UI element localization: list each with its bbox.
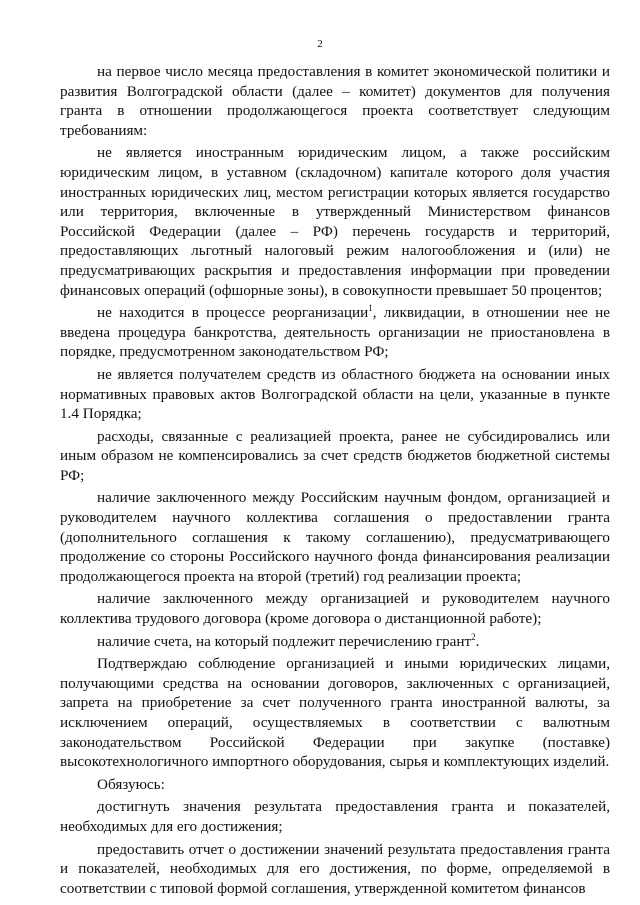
paragraph-not-foreign-entity: не является иностранным юридическим лицом, а также российским юридическим лицом, в уставном (складочном) капитале которого доля участия иностранных юридических лиц, местом регистрации которых является государство или территория, включенные в утвержденный Министерством финансов Российской Федерации (далее – РФ) перечень государств и территорий, предоставляющих льготный налоговый режим налогообложения и (или) не предусматривающих раскрытия и предоставления информации при проведении финансовых операций (офшорные зоны), в совокупности превышает 50 процентов; xyxy=(60,144,610,299)
footnote-marker: 2 xyxy=(471,631,476,642)
paragraph-report: предоставить отчет о достижении значений результата предоставления гранта и показателей, необходимых для его достижения, по форме, определяемой в соответствии с типовой формой соглашения, утвержденной комитетом финансов xyxy=(60,840,610,897)
paragraph-text: не находится в процессе реорганизации xyxy=(97,304,369,322)
paragraph-rnf-agreement: наличие заключенного между Российским научным фондом, организацией и руководителем научного коллектива соглашения о предоставлении гранта (дополнительного соглашения к такому соглашению), предусматривающего продолжение со стороны Российского научного фонда финансирования реализации продолжающегося проекта на второй (третий) год реализации проекта; xyxy=(60,489,610,585)
paragraph-text: , ликвидации, в отношении нее не введена процедура банкротства, деятельность организации не приостановлена в порядке, предусмотренном законодательством РФ; xyxy=(60,304,610,361)
paragraph-confirmation: Подтверждаю соблюдение организацией и иными юридических лицами, получающими средства на основании договоров, заключенных с организацией, запрета на приобретение за счет полученного гранта иностранной валюты, за исключением операций, осуществляемых в соответствии с валютным законодательством Российской Федерации при закупке (поставке) высокотехнологичного импортного оборудования, сырья и комплектующих изделий. xyxy=(60,655,610,771)
paragraph-not-reorganizing xyxy=(60,303,610,362)
paragraph-not-recipient: не является получателем средств из областного бюджета на основании иных нормативных правовых актов Волгоградской области на цели, указанные в пункте 1.4 Порядка; xyxy=(60,365,610,423)
document-body xyxy=(60,62,610,901)
paragraph-text: . xyxy=(475,632,480,650)
paragraph-achieve-results: достигнуть значения результата предоставления гранта и показателей, необходимых для его достижения; xyxy=(60,798,610,835)
paragraph-expenses-not-subsidized: расходы, связанные с реализацией проекта, ранее не субсидировались или иным образом не компенсировались за счет средств бюджетов бюджетной системы РФ; xyxy=(60,427,610,484)
footnote-marker: 1 xyxy=(368,303,373,314)
paragraph-intro: на первое число месяца предоставления в комитет экономической политики и развития Волгоградской области (далее – комитет) документов для получения гранта в отношении продолжающегося проекта соответствует следующим требованиям: xyxy=(60,63,610,139)
page-number: 2 xyxy=(317,38,323,50)
paragraph-bank-account xyxy=(60,632,610,652)
paragraph-text: наличие счета, на который подлежит перечислению грант xyxy=(97,632,472,650)
paragraph-employment-contract: наличие заключенного между организацией и руководителем научного коллектива трудового договора (кроме договора о дистанционной работе); xyxy=(60,590,610,628)
paragraph-obligations-heading: Обязуюсь: xyxy=(97,775,165,793)
